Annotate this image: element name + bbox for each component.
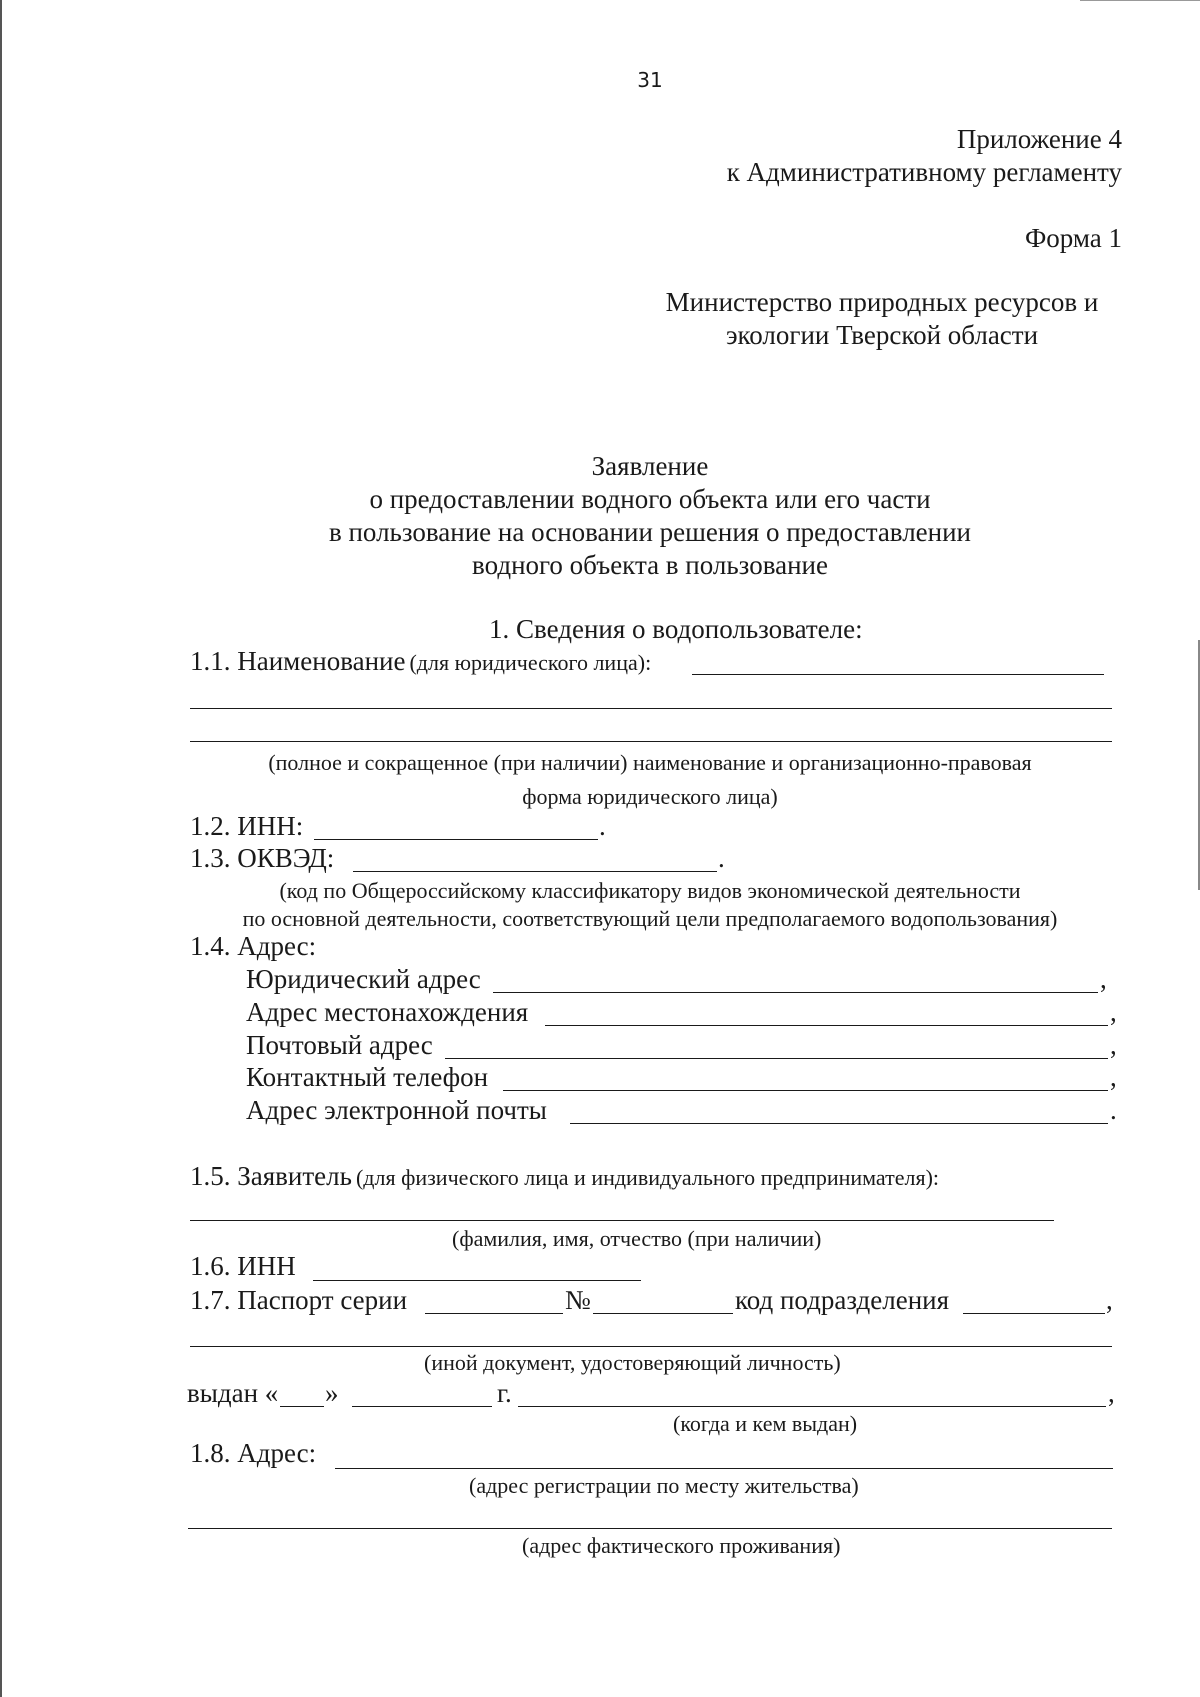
recipient-line1: Министерство природных ресурсов и bbox=[665, 287, 1099, 317]
okved-input[interactable] bbox=[353, 871, 717, 872]
postal-address-comma: , bbox=[1110, 1030, 1117, 1060]
title-line3: в пользование на основании решения о предоставлении bbox=[328, 517, 971, 547]
field-1-3-hint-line2: по основной деятельности, соответствующий цели предполагаемого водопользования) bbox=[242, 906, 1058, 931]
division-code-input[interactable] bbox=[963, 1313, 1105, 1314]
phone-comma: , bbox=[1110, 1062, 1117, 1092]
legal-address-comma: , bbox=[1100, 964, 1107, 994]
field-1-1-input[interactable] bbox=[692, 674, 1104, 675]
legal-address-input[interactable] bbox=[493, 992, 1098, 993]
field-1-3-end: . bbox=[718, 843, 725, 873]
email-label: Адрес электронной почты bbox=[246, 1095, 547, 1125]
postal-address-label: Почтовый адрес bbox=[246, 1030, 433, 1060]
scan-edge-top bbox=[1080, 0, 1200, 1]
field-1-4-label: 1.4. Адрес: bbox=[190, 931, 317, 961]
inn-input[interactable] bbox=[314, 839, 598, 840]
location-address-label: Адрес местонахождения bbox=[246, 997, 529, 1027]
field-1-2-label: 1.2. ИНН: bbox=[190, 811, 304, 841]
field-1-1-note: (для юридического лица): bbox=[409, 650, 652, 675]
issued-close-quote: » bbox=[325, 1378, 339, 1408]
applicant-name-input[interactable] bbox=[190, 1220, 1054, 1221]
document-title: Заявление bbox=[591, 451, 709, 481]
passport-series-input[interactable] bbox=[425, 1313, 563, 1314]
issued-day-input[interactable] bbox=[280, 1406, 324, 1407]
other-id-document-input[interactable] bbox=[190, 1346, 1112, 1347]
field-1-1-label-group bbox=[190, 646, 651, 677]
field-1-8-hint1: (адрес регистрации по месту жительства) bbox=[469, 1473, 859, 1498]
field-1-2-end: . bbox=[599, 811, 606, 841]
applicant-inn-input[interactable] bbox=[313, 1280, 641, 1281]
field-1-5-note: (для физического лица и индивидуального предпринимателя): bbox=[355, 1165, 940, 1190]
field-1-3-label: 1.3. ОКВЭД: bbox=[190, 843, 335, 873]
issued-by-input[interactable] bbox=[518, 1406, 1106, 1407]
field-1-1-input-line3[interactable] bbox=[190, 741, 1112, 742]
field-1-3-hint-line1: (код по Общероссийскому классификатору видов экономической деятельности bbox=[279, 878, 1021, 903]
appendix-label: Приложение 4 bbox=[956, 124, 1122, 154]
issued-month-year-input[interactable] bbox=[352, 1406, 492, 1407]
division-code-comma: , bbox=[1106, 1285, 1113, 1315]
field-1-1-hint-line1: (полное и сокращенное (при наличии) наименование и организационно-правовая bbox=[268, 750, 1032, 775]
issued-hint: (когда и кем выдан) bbox=[673, 1411, 858, 1436]
postal-address-input[interactable] bbox=[445, 1058, 1108, 1059]
scan-edge-left bbox=[0, 0, 2, 1697]
field-1-6-label: 1.6. ИНН bbox=[190, 1251, 296, 1281]
section1-heading: 1. Сведения о водопользователе: bbox=[489, 614, 863, 644]
appendix-to-label: к Административному регламенту bbox=[726, 157, 1122, 187]
phone-input[interactable] bbox=[503, 1090, 1108, 1091]
passport-number-input[interactable] bbox=[593, 1313, 733, 1314]
actual-address-input[interactable] bbox=[188, 1528, 1112, 1529]
field-1-1-input-line2[interactable] bbox=[190, 708, 1112, 709]
location-address-input[interactable] bbox=[545, 1025, 1108, 1026]
field-1-1-hint-line2: форма юридического лица) bbox=[522, 784, 778, 809]
field-1-7-hint: (иной документ, удостоверяющий личность) bbox=[424, 1350, 841, 1375]
title-line2: о предоставлении водного объекта или его части bbox=[369, 484, 931, 514]
page-number: 31 bbox=[637, 68, 663, 92]
field-1-5-label-group bbox=[190, 1161, 939, 1192]
registration-address-input[interactable] bbox=[335, 1468, 1113, 1469]
issued-label: выдан « bbox=[187, 1378, 279, 1408]
phone-label: Контактный телефон bbox=[246, 1062, 489, 1092]
field-1-8-label: 1.8. Адрес: bbox=[190, 1438, 317, 1468]
passport-number-label: № bbox=[565, 1285, 591, 1315]
legal-address-label: Юридический адрес bbox=[246, 964, 481, 994]
field-1-5-label: 1.5. Заявитель bbox=[190, 1161, 352, 1191]
email-period: . bbox=[1110, 1095, 1117, 1125]
issued-year-label: г. bbox=[497, 1378, 512, 1408]
form-label: Форма 1 bbox=[1024, 223, 1122, 253]
field-1-5-hint: (фамилия, имя, отчество (при наличии) bbox=[452, 1226, 822, 1251]
division-code-label: код подразделения bbox=[735, 1285, 950, 1315]
field-1-8-hint2: (адрес фактического проживания) bbox=[522, 1533, 841, 1558]
email-input[interactable] bbox=[570, 1123, 1108, 1124]
recipient-line2: экологии Тверской области bbox=[725, 320, 1039, 350]
field-1-7-label: 1.7. Паспорт серии bbox=[190, 1285, 408, 1315]
field-1-1-label: 1.1. Наименование bbox=[190, 646, 406, 676]
title-line4: водного объекта в пользование bbox=[472, 550, 828, 580]
issued-comma: , bbox=[1108, 1378, 1115, 1408]
location-address-comma: , bbox=[1110, 997, 1117, 1027]
